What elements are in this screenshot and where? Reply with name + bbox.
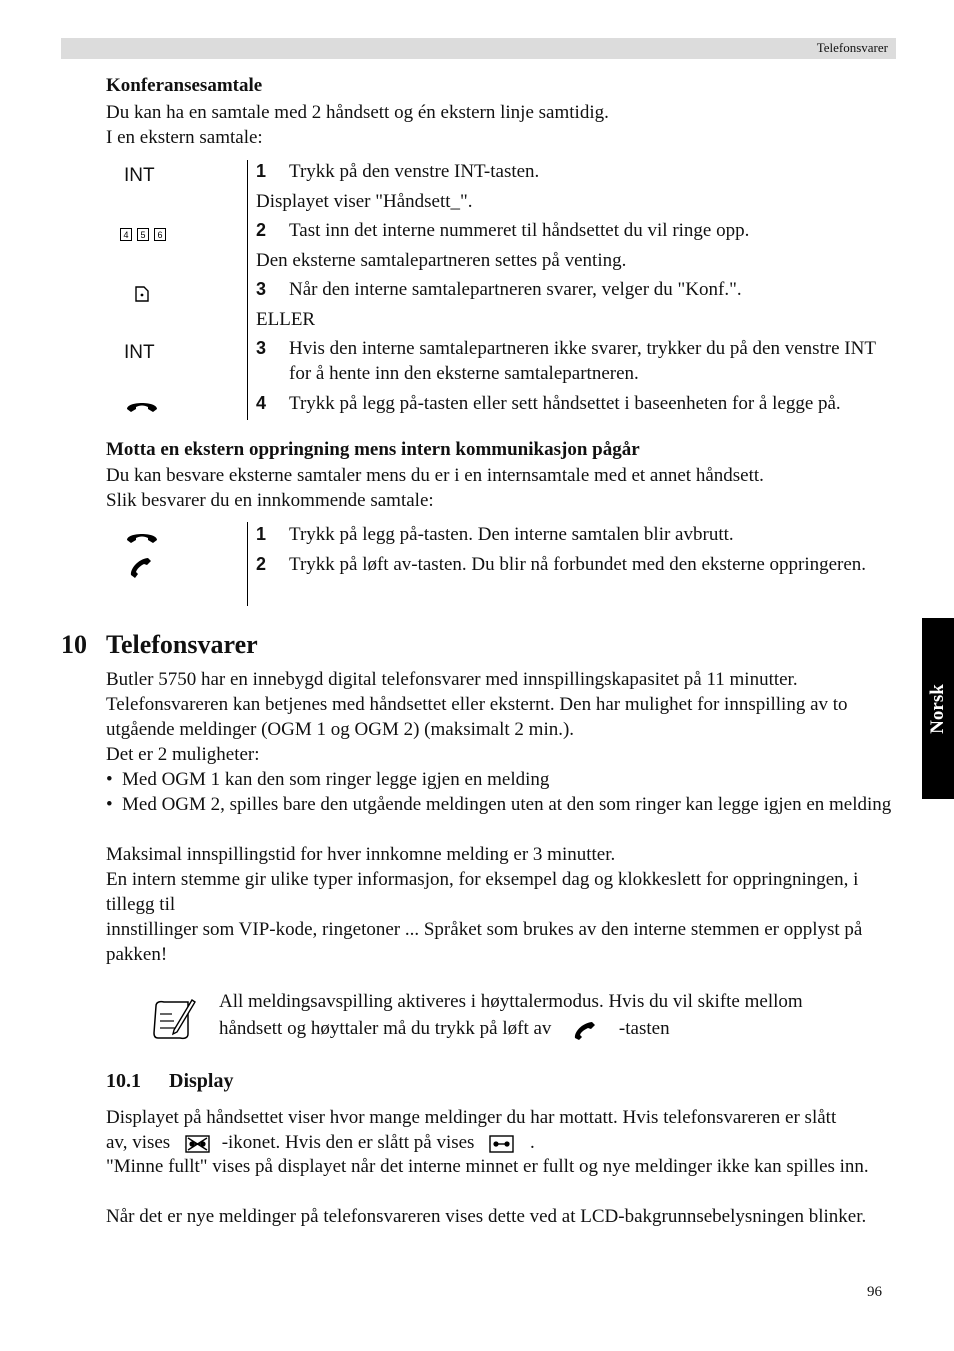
- chapter-paragraph-5: innstillinger som VIP-kode, ringetoner ... Språket som brukes av den interne stemmen er opplyst på pakken!: [106, 919, 863, 965]
- section-paragraph-1-text: Displayet på håndsettet viser hvor mange meldinger du har mottatt. Hvis telefonsvareren er slått: [106, 1107, 837, 1128]
- bullet-text: Med OGM 2, spilles bare den utgående meldingen uten at den som ringer kan legge igjen en melding: [122, 794, 892, 815]
- note-line-1: All meldingsavspilling aktiveres i høyttalermodus. Hvis du vil skifte mellom: [219, 991, 803, 1012]
- keypad-digit-6: 6: [157, 230, 163, 240]
- conference-step-2: [256, 218, 888, 243]
- conference-step-4: [256, 391, 888, 416]
- steps-divider: [247, 160, 248, 420]
- step-text: Den eksterne samtalepartneren settes på venting.: [256, 250, 627, 271]
- step-number: 3: [256, 338, 267, 358]
- note-pencil-icon: [150, 996, 196, 1042]
- language-side-tab: [922, 618, 954, 799]
- section-heading: [106, 1070, 233, 1093]
- incoming-intro-1: Du kan besvare eksterne samtaler mens du er i en internsamtale med et annet håndsett.: [106, 465, 764, 486]
- conference-intro-2: I en ekstern samtale:: [106, 127, 263, 148]
- step-text: Hvis den interne samtalepartneren ikke svarer, trykker du på den venstre INT for å hente inn den eksterne samtalepartneren.: [289, 338, 876, 384]
- pick-up-icon: [128, 555, 154, 579]
- chapter-title: Telefonsvarer: [106, 630, 258, 659]
- section-paragraph-3: Når det er nye meldinger på telefonsvareren vises dette ved at LCD-bakgrunnsebelysningen blinker.: [106, 1206, 867, 1227]
- language-side-tab-label: Norsk: [927, 683, 948, 734]
- incoming-intro-2: Slik besvarer du en innkommende samtale:: [106, 490, 434, 511]
- incoming-step-1: [256, 522, 888, 547]
- section-paragraph-2: "Minne fullt" vises på displayet når det interne minnet er fullt og nye meldinger ikke kan spilles inn.: [106, 1156, 869, 1177]
- conference-step-3a: [256, 277, 888, 302]
- chapter-number: 10: [61, 630, 87, 659]
- conference-intro-1: Du kan ha en samtale med 2 håndsett og én ekstern linje samtidig.: [106, 102, 609, 123]
- section-number: 10.1: [106, 1070, 141, 1092]
- conference-step-1: [256, 159, 888, 184]
- running-header-title: Telefonsvarer: [816, 40, 888, 55]
- step-number: 3: [256, 279, 267, 299]
- hang-up-icon: [124, 528, 160, 546]
- note-line-2-text: håndsett og høyttaler må du trykk på løft av: [219, 1018, 552, 1039]
- keypad-456-icon: [120, 227, 166, 243]
- running-header: [61, 38, 896, 59]
- int-key-icon: INT: [124, 165, 155, 186]
- incoming-heading: Motta en ekstern oppringning mens intern kommunikasjon pågår: [106, 439, 640, 460]
- keypad-digit-5: 5: [140, 230, 146, 240]
- section-title: Display: [169, 1070, 234, 1092]
- bullet-marker: •: [106, 794, 113, 815]
- steps-divider: [247, 522, 248, 606]
- conference-heading: Konferansesamtale: [106, 75, 263, 96]
- conference-step-note: [256, 248, 888, 273]
- step-text: Trykk på den venstre INT-tasten.: [289, 161, 540, 182]
- step-text: ELLER: [256, 309, 316, 330]
- step-text: Tast inn det interne nummeret til håndsettet du vil ringe opp.: [289, 220, 750, 241]
- conference-step-note: [256, 189, 888, 214]
- step-number: 2: [256, 554, 267, 574]
- pick-up-icon: [572, 1019, 600, 1041]
- incoming-step-2: [256, 552, 888, 577]
- section-paragraph-1-text: .: [529, 1132, 535, 1153]
- step-text: Når den interne samtalepartneren svarer, velger du "Konf.".: [289, 279, 742, 300]
- answering-machine-on-icon: [489, 1134, 515, 1154]
- page-number: 96: [867, 1284, 882, 1300]
- conference-step-3b: [256, 336, 888, 386]
- bullet-marker: •: [106, 769, 113, 790]
- chapter-paragraph-4: En intern stemme gir ulike typer informasjon, for eksempel dag og klokkeslett for oppringningen, i tillegg til: [106, 869, 859, 915]
- hang-up-icon: [124, 397, 160, 415]
- step-number: 4: [256, 393, 267, 413]
- step-text: Displayet viser "Håndsett_".: [256, 191, 473, 212]
- int-key-icon: INT: [124, 342, 155, 363]
- conference-step-or: [256, 307, 888, 332]
- section-paragraph-1-text: -ikonet. Hvis den er slått på vises: [221, 1132, 475, 1153]
- section-paragraph-1-text: av, vises: [106, 1132, 171, 1153]
- step-text: Trykk på legg på-tasten eller sett håndsettet i baseenheten for å legge på.: [289, 393, 841, 414]
- section-paragraph-1: [106, 1105, 896, 1155]
- chapter-paragraph-3: Maksimal innspillingstid for hver innkomne melding er 3 minutter.: [106, 844, 616, 865]
- chapter-paragraph-2: Det er 2 muligheter:: [106, 744, 260, 765]
- keypad-digit-4: 4: [123, 230, 129, 240]
- bullet-item: [106, 792, 896, 817]
- step-number: 1: [256, 161, 267, 181]
- step-text: Trykk på løft av-tasten. Du blir nå forbundet med den eksterne oppringeren.: [289, 554, 867, 575]
- bullet-item: [106, 767, 896, 792]
- step-text: Trykk på legg på-tasten. Den interne samtalen blir avbrutt.: [289, 524, 734, 545]
- step-number: 2: [256, 220, 267, 240]
- step-number: 1: [256, 524, 267, 544]
- answering-machine-off-icon: [185, 1134, 211, 1154]
- bullet-text: Med OGM 1 kan den som ringer legge igjen en melding: [122, 769, 550, 790]
- note-line-2-suffix: -tasten: [618, 1018, 670, 1039]
- softkey-icon: [134, 285, 150, 303]
- note-line-2: [219, 1016, 879, 1041]
- chapter-paragraph-1: Butler 5750 har en innebygd digital telefonsvarer med innspillingskapasitet på 11 minutter. Telefonsvareren kan betjenes med håndsettet eller eksternt. Den har mulighet for innspilling av to utgående meldinger (OGM 1 og OGM 2) (maksimalt 2 min.).: [106, 669, 848, 740]
